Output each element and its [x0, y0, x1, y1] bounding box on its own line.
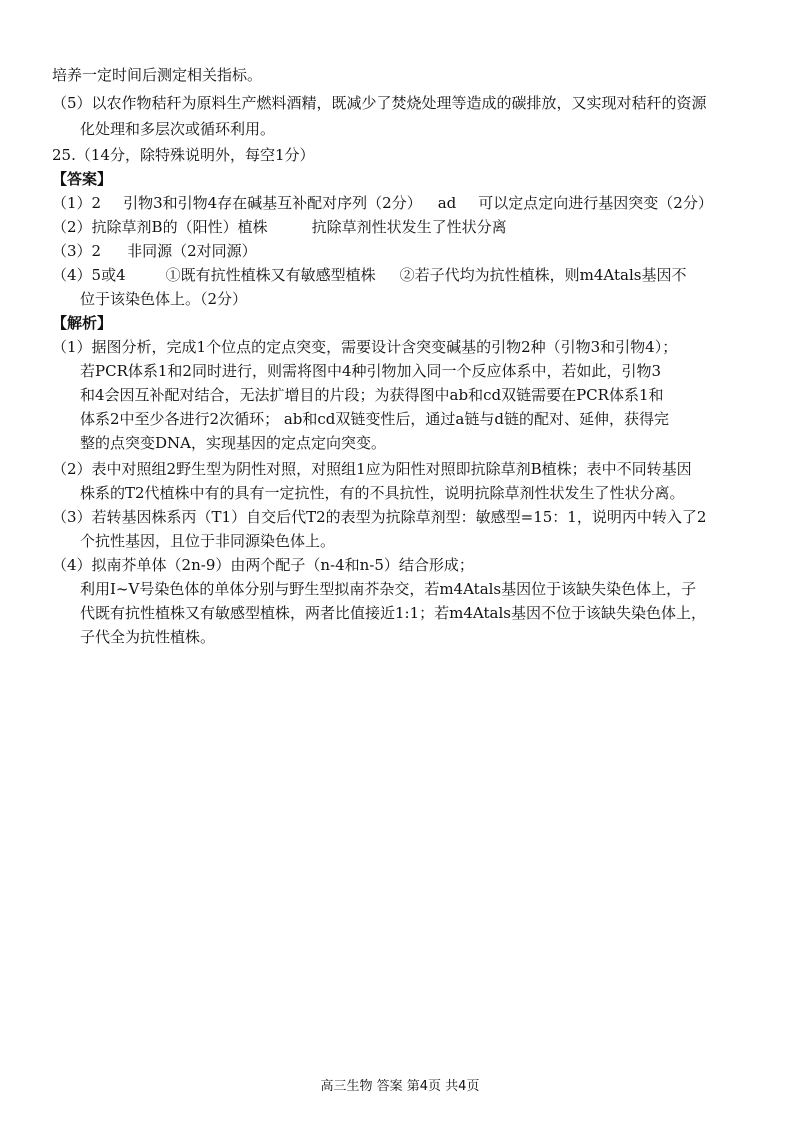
answer-1-reason: 引物3和引物4存在碱基互补配对序列（2分） [123, 194, 422, 212]
page-footer: 高三生物 答案 第4页 共4页 [320, 1079, 480, 1094]
analysis-1-line: （1）据图分析，完成1个位点的定点突变，需要设计含突变碱基的引物2种（引物3和引物4）； [52, 338, 678, 356]
answer-q5: （5）以农作物秸秆为原料生产燃料酒精，既减少了焚烧处理等造成的碳排放，又实现对秸秆的资源 [52, 94, 707, 112]
answer-3-a: （3）2 [52, 242, 102, 260]
analysis-3-line: （3）若转基因株系丙（T1）自交后代T2的表型为抗除草剂型：敏感型=15：1，说明丙中转入了2 [52, 508, 707, 526]
answer-1-choice: ad [437, 194, 457, 212]
answer-3-b: 非同源（2对同源） [127, 242, 257, 260]
analysis-4-line: 利用I~V号染色体的单体分别与野生型拟南芥杂交，若m4Atals基因位于该缺失染色体上，子 [80, 580, 697, 598]
analysis-1-line: 体系2中至少各进行2次循环； ab和cd双链变性后，通过a链与d链的配对、延伸，获得完 [80, 410, 669, 428]
question-25-header: 25.（14分，除特殊说明外，每空1分） [52, 146, 315, 164]
answer-4-cont: 位于该染色体上。（2分） [80, 290, 248, 308]
answer-q5-cont: 化处理和多层次或循环利用。 [80, 120, 276, 138]
analysis-1-line: 和4会因互补配对结合，无法扩增目的片段；为获得图中ab和cd双链需要在PCR体系1和 [80, 386, 664, 404]
analysis-4-line: （4）拟南芥单体（2n-9）由两个配子（n-4和n-5）结合形成； [52, 556, 474, 574]
analysis-2-line: 株系的T2代植株中有的具有一定抗性，有的不具抗性，说明抗除草剂性状发生了性状分离。 [80, 484, 685, 502]
analysis-4-line: 子代全为抗性植株。 [80, 628, 216, 646]
analysis-1-line: 整的点突变DNA，实现基因的定点定向突变。 [80, 434, 386, 452]
answer-4-a: （4）5或4 [52, 266, 126, 284]
answer-1-num: （1）2 [52, 194, 102, 212]
analysis-1-line: 若PCR体系1和2同时进行，则需将图中4种引物加入同一个反应体系中，若如此，引物3 [80, 362, 662, 380]
analysis-heading: 【解析】 [52, 314, 113, 332]
answer-2 [52, 216, 507, 238]
analysis-4-line: 代既有抗性植株又有敏感型植株，两者比值接近1:1；若m4Atals基因不位于该缺失染色体上， [80, 604, 706, 622]
answer-2-b: 抗除草剂性状发生了性状分离 [311, 218, 507, 236]
answer-4-c: ②若子代均为抗性植株，则m4Atals基因不 [399, 266, 687, 284]
answer-3 [52, 240, 257, 262]
answer-1-advantage: 可以定点定向进行基因突变（2分） [478, 194, 713, 212]
answer-2-a: （2）抗除草剂B的（阳性）植株 [52, 218, 268, 236]
answer-1 [52, 192, 713, 214]
answer-heading: 【答案】 [52, 170, 113, 188]
analysis-2-line: （2）表中对照组2野生型为阴性对照，对照组1应为阳性对照即抗除草剂B植株；表中不同转基因 [52, 460, 692, 478]
text-line: 培养一定时间后测定相关指标。 [52, 66, 263, 84]
answer-4 [52, 264, 686, 286]
analysis-3-line: 个抗性基因，且位于非同源染色体上。 [80, 532, 336, 550]
answer-4-b: ①既有抗性植株又有敏感型植株 [165, 266, 376, 284]
